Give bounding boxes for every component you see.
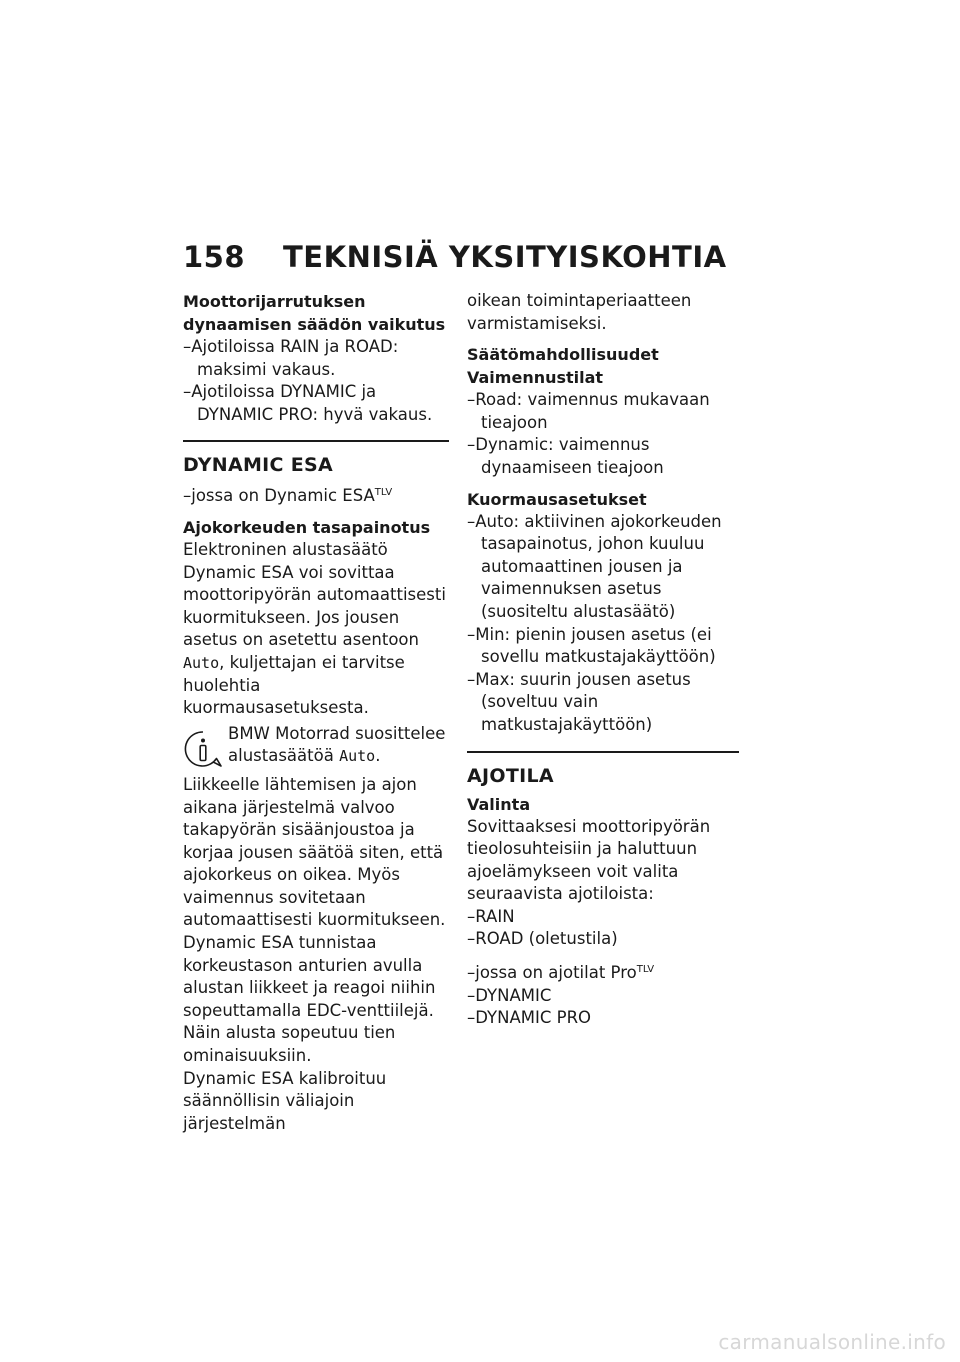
damping-heading: Vaimennustilat xyxy=(467,368,604,388)
watermark: carmanualsonline.info xyxy=(718,1330,946,1354)
section-divider xyxy=(467,751,739,753)
list-item: –Road: vaimennus mukavaan tieajoon xyxy=(467,390,710,432)
adjustment-heading: Säätömahdollisuudet xyxy=(467,345,659,365)
list-item: –DYNAMIC PRO xyxy=(467,1008,592,1028)
info-icon xyxy=(183,729,223,769)
list-item: –Ajotiloissa RAIN ja ROAD: maksimi vakaus. xyxy=(183,337,399,379)
list-item: –ROAD (oletustila) xyxy=(467,929,618,949)
tlv-superscript: TLV xyxy=(374,487,393,499)
paragraph: oikean toimintaperiaatteen varmistamiseksi. xyxy=(467,291,692,333)
list-item: –Max: suurin jousen asetus (soveltuu vain matkustajakäyttöön) xyxy=(467,669,691,734)
section-title-dynamic-esa: DYNAMIC ESA xyxy=(183,454,333,477)
pro-equipment-note: –jossa on ajotilat Pro$^{TLV}$ xyxy=(467,963,655,983)
list-item: –Auto: aktiivinen ajokorkeuden tasapainotus, johon kuuluu automaattinen jousen ja vaimennuksen asetus (suositeltu alustasäätö) xyxy=(467,511,722,621)
selection-heading: Valinta xyxy=(467,794,531,814)
load-heading: Kuormausasetukset xyxy=(467,489,647,509)
list-item: –Min: pienin jousen asetus (ei sovellu matkustajakäyttöön) xyxy=(467,624,716,667)
engine-brake-heading: Moottorijarrutuksen dynaamisen säädön vaikutus xyxy=(183,292,446,334)
page-number: 158 xyxy=(183,240,246,274)
list-item: –Ajotiloissa DYNAMIC ja DYNAMIC PRO: hyvä vakaus. xyxy=(183,382,433,424)
info-tip xyxy=(183,723,449,768)
list-item: –DYNAMIC xyxy=(467,985,552,1005)
paragraph: Näin alusta sopeutuu tien ominaisuuksiin. xyxy=(183,1023,396,1066)
auto-code: Auto xyxy=(339,747,376,766)
left-column xyxy=(183,290,449,1135)
paragraph: Liikkeelle lähtemisen ja ajon aikana järjestelmä valvoo takapyörän sisäänjoustoa ja korjaa jousen säätöä siten, että ajokorkeus on oikea. Myös vaimennus sovitetaan automaattisesti kuormitukseen. xyxy=(183,774,446,930)
ride-height-heading: Ajokorkeuden tasapainotus xyxy=(183,517,431,537)
right-column xyxy=(467,290,739,1030)
page-header xyxy=(183,240,743,284)
list-item: –Dynamic: vaimennus dynaamiseen tieajoon xyxy=(467,435,664,477)
auto-code: Auto xyxy=(183,653,220,672)
ride-height-paragraph: Elektroninen alustasäätö Dynamic ESA voi sovittaa moottoripyörän automaattisesti kuormitukseen. Jos jousen asetus on asetettu asentoon Auto, kuljettajan ei tarvitse huolehtia kuormausasetuksesta. xyxy=(183,539,446,718)
tlv-superscript: TLV xyxy=(636,964,655,976)
paragraph: Sovittaaksesi moottoripyörän tieolosuhteisiin ja haluttuun ajoelämykseen voit valita seuraavista ajotiloista: xyxy=(467,816,711,904)
list-item: –RAIN xyxy=(467,906,515,926)
paragraph: Dynamic ESA tunnistaa korkeustason anturien avulla alustan liikkeet ja reagoi niihin sopeuttamalla EDC-venttiilejä. xyxy=(183,933,436,1020)
section-title-riding-mode: AJOTILA xyxy=(467,764,554,787)
esa-equipment-note: –jossa on Dynamic $ESA^{TLV}$ xyxy=(183,486,393,506)
chapter-title: TEKNISIÄ YKSITYISKOHTIA xyxy=(283,240,727,274)
paragraph: Dynamic ESA kalibroituu säännöllisin väliajoin järjestelmän xyxy=(183,1068,387,1133)
section-divider xyxy=(183,440,449,442)
tip-text: BMW Motorrad suosittelee alustasäätöä Auto. xyxy=(228,723,446,766)
